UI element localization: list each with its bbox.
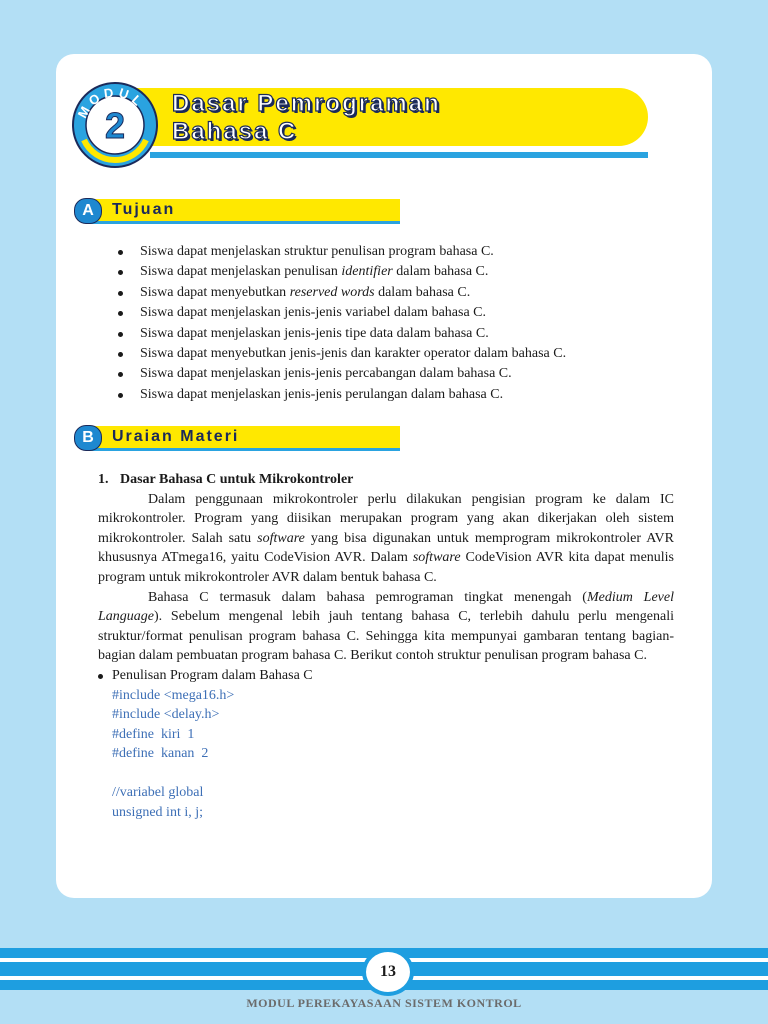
title-underline [150,152,648,158]
objective-text-end: dalam bahasa C. [392,264,489,280]
subsection-number: 1. [98,472,109,487]
code-line: #include <mega16.h> [112,687,235,703]
objective-item [118,242,678,262]
objective-text: Siswa dapat menjelaskan jenis-jenis tipe data dalam bahasa C. [140,325,489,341]
objective-italic: reserved words [289,284,375,300]
objective-item [118,385,678,405]
paragraph-2 [98,588,674,666]
module-header [70,80,670,170]
objective-item [118,344,678,364]
objective-text: Siswa dapat menjelaskan penulisan [140,264,342,280]
code-line: #define kiri 1 [112,726,195,742]
para2-text-a: Bahasa C termasuk dalam bahasa pemrograman tingkat menengah ( [148,589,587,605]
module-title [172,90,441,146]
code-line [112,764,674,784]
subsection-heading [98,470,674,490]
para1-text-a: Dalam penggunaan mikrokontroler perlu dilakukan pengisian program ke dalam IC mikrokontroler. Program yang diisikan merupakan program yang akan dikerjakan oleh sistem mikrokontroler. Salah satu [98,491,674,546]
section-b-letter: B [74,425,102,451]
module-word: MODUL [74,84,148,121]
objective-item [118,262,678,282]
para2-text-c: ). Sebelum mengenal lebih jauh tentang bahasa C, terlebih dahulu perlu mengenali struktur/format penulisan program bahasa C. Sehingga kita mempunyai gambaran tentang bagian-bagian dalam pembuatan program bahasa C. Berikut contoh struktur penulisan program bahasa C. [98,609,674,664]
section-a-letter: A [74,198,102,224]
module-number: 2 [104,105,126,146]
para1-text-c: yang bisa digunakan untuk memprogram mikrokontroler AVR khususnya ATmega16, yaitu CodeVision AVR. Dalam [98,530,674,566]
section-b-content [98,470,674,822]
code-line: #define kanan 2 [112,746,209,762]
section-b-title: Uraian Materi [112,428,240,445]
code-line: //variabel global [112,785,204,801]
module-title-line1: Dasar Pemrograman [172,90,441,117]
objective-text: Siswa dapat menjelaskan struktur penulisan program bahasa C. [140,244,494,259]
subsection-title: Dasar Bahasa C untuk Mikrokontroler [120,472,354,487]
footer-text: MODUL PEREKAYASAAN SISTEM KONTROL [246,996,522,1010]
objective-text: Siswa dapat menyebutkan [140,284,290,300]
page-number: 13 [362,948,414,996]
code-bullet-heading: Penulisan Program dalam Bahasa C [98,666,674,686]
objective-text: Siswa dapat menjelaskan jenis-jenis perulangan dalam bahasa C. [140,386,504,402]
objective-item [118,303,678,323]
code-block [98,686,674,823]
objective-text-end: dalam bahasa C. [374,284,471,300]
code-line: #include <delay.h> [112,707,220,723]
objective-italic: identifier [341,264,393,280]
section-b-header [74,423,404,453]
section-a-header [74,196,404,226]
code-line: unsigned int i, j; [112,804,203,820]
module-badge [70,80,160,170]
objective-item [118,324,678,344]
paragraph-1 [98,490,674,588]
objective-text: Siswa dapat menjelaskan jenis-jenis variabel dalam bahasa C. [140,305,487,321]
para1-italic-software-1: software [257,530,305,546]
objective-item [118,364,678,384]
section-a-title: Tujuan [112,201,176,218]
para1-italic-software-2: software [412,550,461,566]
objective-text: Siswa dapat menyebutkan jenis-jenis dan karakter operator dalam bahasa C. [140,346,567,362]
objective-text: Siswa dapat menjelaskan jenis-jenis percabangan dalam bahasa C. [140,366,512,382]
para2-italic: Medium Level Language [98,589,674,625]
objectives-list [118,242,678,405]
objective-item [118,283,678,303]
para1-text-e: CodeVision AVR kita dapat menulis program untuk mikrokontroler AVR dalam bentuk bahasa C. [98,550,675,585]
module-title-line2: Bahasa C [172,118,298,145]
